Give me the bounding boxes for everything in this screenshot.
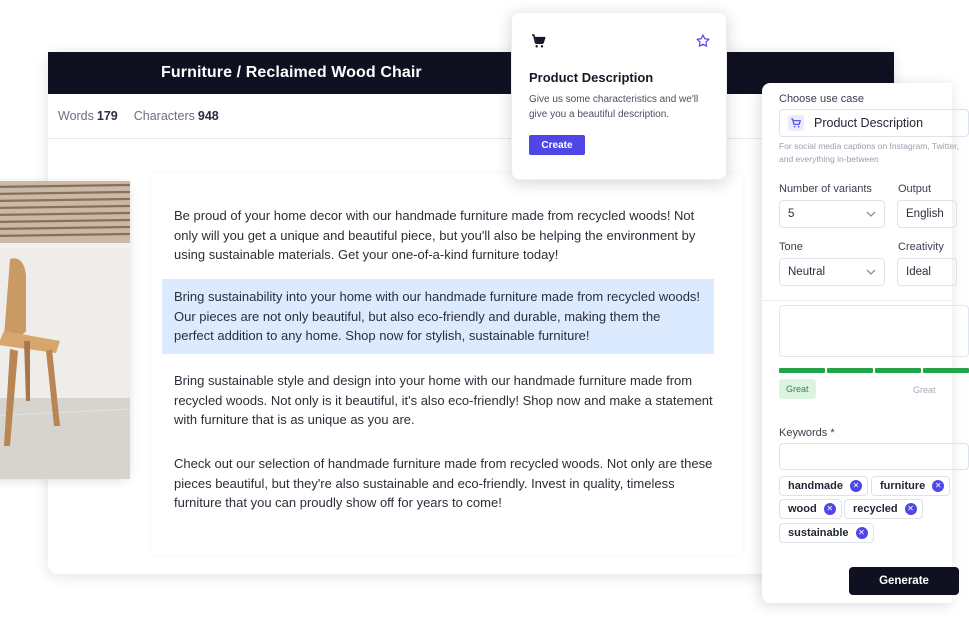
keyword-chip[interactable] — [871, 476, 950, 496]
tone-value: Neutral — [788, 266, 826, 278]
page-title: Furniture / Reclaimed Wood Chair — [161, 64, 422, 81]
generated-document — [152, 174, 742, 554]
quality-meter-segment — [827, 368, 873, 373]
product-card-description: Give us some characteristics and we'll give you a beautiful description. — [529, 94, 699, 120]
keywords-label: Keywords * — [779, 427, 835, 439]
quality-meter — [779, 368, 969, 373]
keyword-chip-label: recycled — [853, 503, 898, 515]
keyword-chip-label: furniture — [880, 480, 926, 492]
word-count-label: Words — [58, 109, 94, 123]
word-count-value: 179 — [96, 109, 118, 123]
character-count-value: 948 — [197, 109, 219, 123]
variants-value: 5 — [788, 208, 795, 220]
keyword-chip[interactable] — [844, 499, 923, 519]
variant-paragraph-3[interactable]: Bring sustainable style and design into your home with our handmade furniture made from recycled woods. Not only is it beautiful, it's also eco-friendly! Shop now and make a statement with furniture that is as unique as you are. — [174, 373, 713, 427]
chevron-down-icon — [866, 268, 876, 276]
generate-button[interactable]: Generate — [849, 567, 959, 595]
keyword-chip[interactable] — [779, 499, 842, 519]
output-label: Output — [898, 183, 932, 195]
remove-chip-icon[interactable]: ✕ — [850, 480, 862, 492]
quality-badge: Great — [779, 379, 816, 399]
keyword-chip-label: handmade — [788, 480, 844, 492]
chevron-down-icon — [866, 210, 876, 218]
remove-chip-icon[interactable]: ✕ — [856, 527, 868, 539]
product-card-title: Product Description — [529, 70, 654, 85]
character-count — [134, 109, 219, 123]
keywords-input[interactable] — [779, 443, 969, 470]
product-details-textarea[interactable] — [779, 305, 969, 357]
product-description-card[interactable] — [511, 12, 727, 180]
word-count — [58, 109, 118, 123]
variant-paragraph-2-selected[interactable]: Bring sustainability into your home with our handmade furniture made from recycled woods! Our pieces are not only beautiful, but also eco-friendly and durable, making them the perfect addition to any home. Shop now for stylish, sustainable furniture! — [162, 279, 714, 354]
creativity-value: Ideal — [906, 266, 931, 278]
variants-select[interactable] — [779, 200, 885, 228]
settings-panel — [762, 83, 959, 603]
quality-meter-segment — [779, 368, 825, 373]
cart-icon — [530, 33, 546, 49]
variant-paragraph-1[interactable]: Be proud of your home decor with our handmade furniture made from recycled woods! Not only will you get a unique and beautiful piece, but you'll also be helping the environment by using sustainable materials. Get your one-of-a-kind furniture today! — [174, 208, 696, 262]
remove-chip-icon[interactable]: ✕ — [905, 503, 917, 515]
star-outline-icon[interactable] — [695, 33, 711, 49]
remove-chip-icon[interactable]: ✕ — [932, 480, 944, 492]
quality-meter-segment — [923, 368, 969, 373]
quality-meter-segment — [875, 368, 921, 373]
use-case-value: Product Description — [814, 116, 924, 130]
keyword-chip[interactable] — [779, 476, 868, 496]
creativity-select[interactable] — [897, 258, 957, 286]
creativity-label: Creativity — [898, 241, 944, 253]
chair-image — [0, 181, 130, 479]
character-count-label: Characters — [133, 109, 195, 123]
keyword-chip-label: wood — [788, 503, 817, 515]
output-value: English — [906, 208, 944, 220]
variant-paragraph-4[interactable]: Check out our selection of handmade furniture made from recycled woods. Not only are these pieces beautiful, but they're also sustainable and eco-friendly. Invest in quality, timeless furniture that you can proudly show off for years to come! — [174, 456, 713, 510]
cart-icon — [788, 115, 804, 131]
chair-photo — [0, 181, 130, 479]
create-button[interactable]: Create — [529, 135, 585, 155]
remove-chip-icon[interactable]: ✕ — [824, 503, 836, 515]
variants-label: Number of variants — [779, 183, 872, 195]
divider — [762, 300, 952, 301]
use-case-hint: For social media captions on Instagram, Twitter, and everything in-between — [779, 141, 959, 164]
use-case-label: Choose use case — [779, 93, 864, 105]
keyword-chip-label: sustainable — [788, 527, 849, 539]
tone-select[interactable] — [779, 258, 885, 286]
tone-label: Tone — [779, 241, 803, 253]
use-case-select[interactable] — [779, 109, 969, 137]
output-language-select[interactable] — [897, 200, 957, 228]
quality-label-secondary: Great — [913, 385, 936, 395]
keyword-chip[interactable] — [779, 523, 874, 543]
